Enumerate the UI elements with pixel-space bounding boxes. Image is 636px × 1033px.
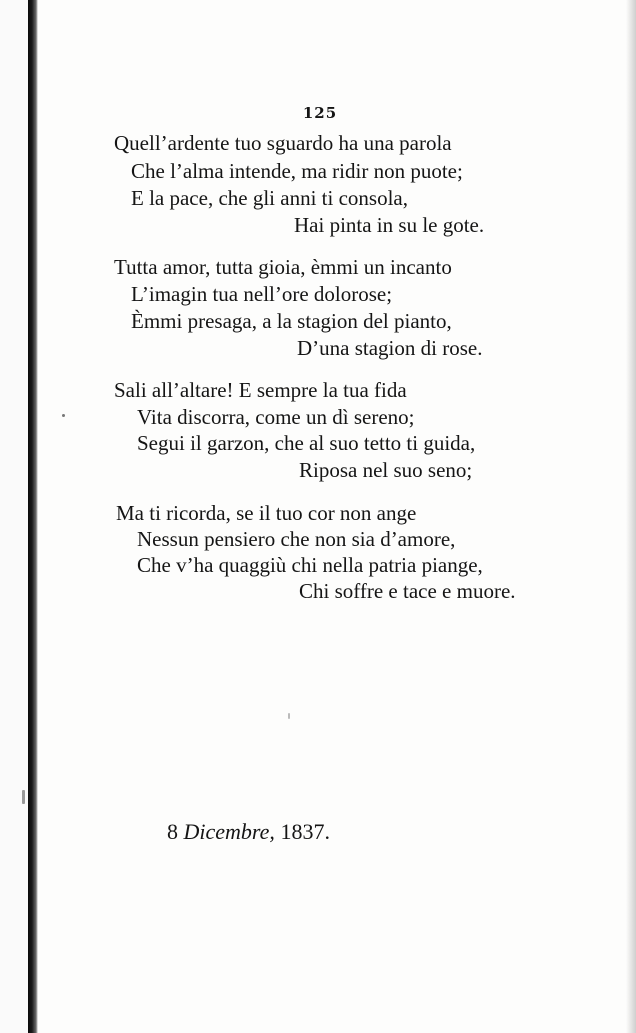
- page-number: 125: [302, 104, 338, 122]
- verse-line: E la pace, che gli anni ti consola,: [131, 186, 408, 210]
- verse-line: Sali all’altare! E sempre la tua fida: [114, 378, 407, 402]
- verse-line: Ma ti ricorda, se il tuo cor non ange: [116, 501, 417, 525]
- date-month: Dicembre,: [183, 819, 275, 844]
- verse-line: L’imagin tua nell’ore dolorose;: [131, 282, 393, 306]
- verse-line: Nessun pensiero che non sia d’amore,: [137, 527, 456, 551]
- date-year: 1837.: [280, 819, 330, 844]
- verse-line: Riposa nel suo seno;: [299, 458, 473, 482]
- binding-edge: [28, 0, 38, 1033]
- verse-line: D’una stagion di rose.: [297, 336, 483, 360]
- verse-line: Tutta amor, tutta gioia, èmmi un incanto: [114, 255, 452, 279]
- paper-speck: [288, 713, 290, 719]
- date-line: [167, 818, 330, 846]
- paper-speck: [62, 414, 65, 417]
- verse-line: Segui il garzon, che al suo tetto ti guida,: [137, 431, 476, 455]
- verse-line: Quell’ardente tuo sguardo ha una parola: [114, 131, 452, 155]
- verse-line: Hai pinta in su le gote.: [294, 213, 485, 237]
- verse-line: Èmmi presaga, a la stagion del pianto,: [131, 309, 452, 333]
- verse-line: Che l’alma intende, ma ridir non puote;: [131, 159, 463, 183]
- page-margin: [0, 0, 28, 1033]
- date-day: 8: [167, 819, 178, 844]
- paper-speck: [22, 790, 25, 804]
- verse-line: Chi soffre e tace e muore.: [299, 579, 516, 603]
- page-edge-shadow: [626, 0, 636, 1033]
- verse-line: Che v’ha quaggiù chi nella patria piange,: [137, 553, 483, 577]
- verse-line: Vita discorra, come un dì sereno;: [137, 405, 415, 429]
